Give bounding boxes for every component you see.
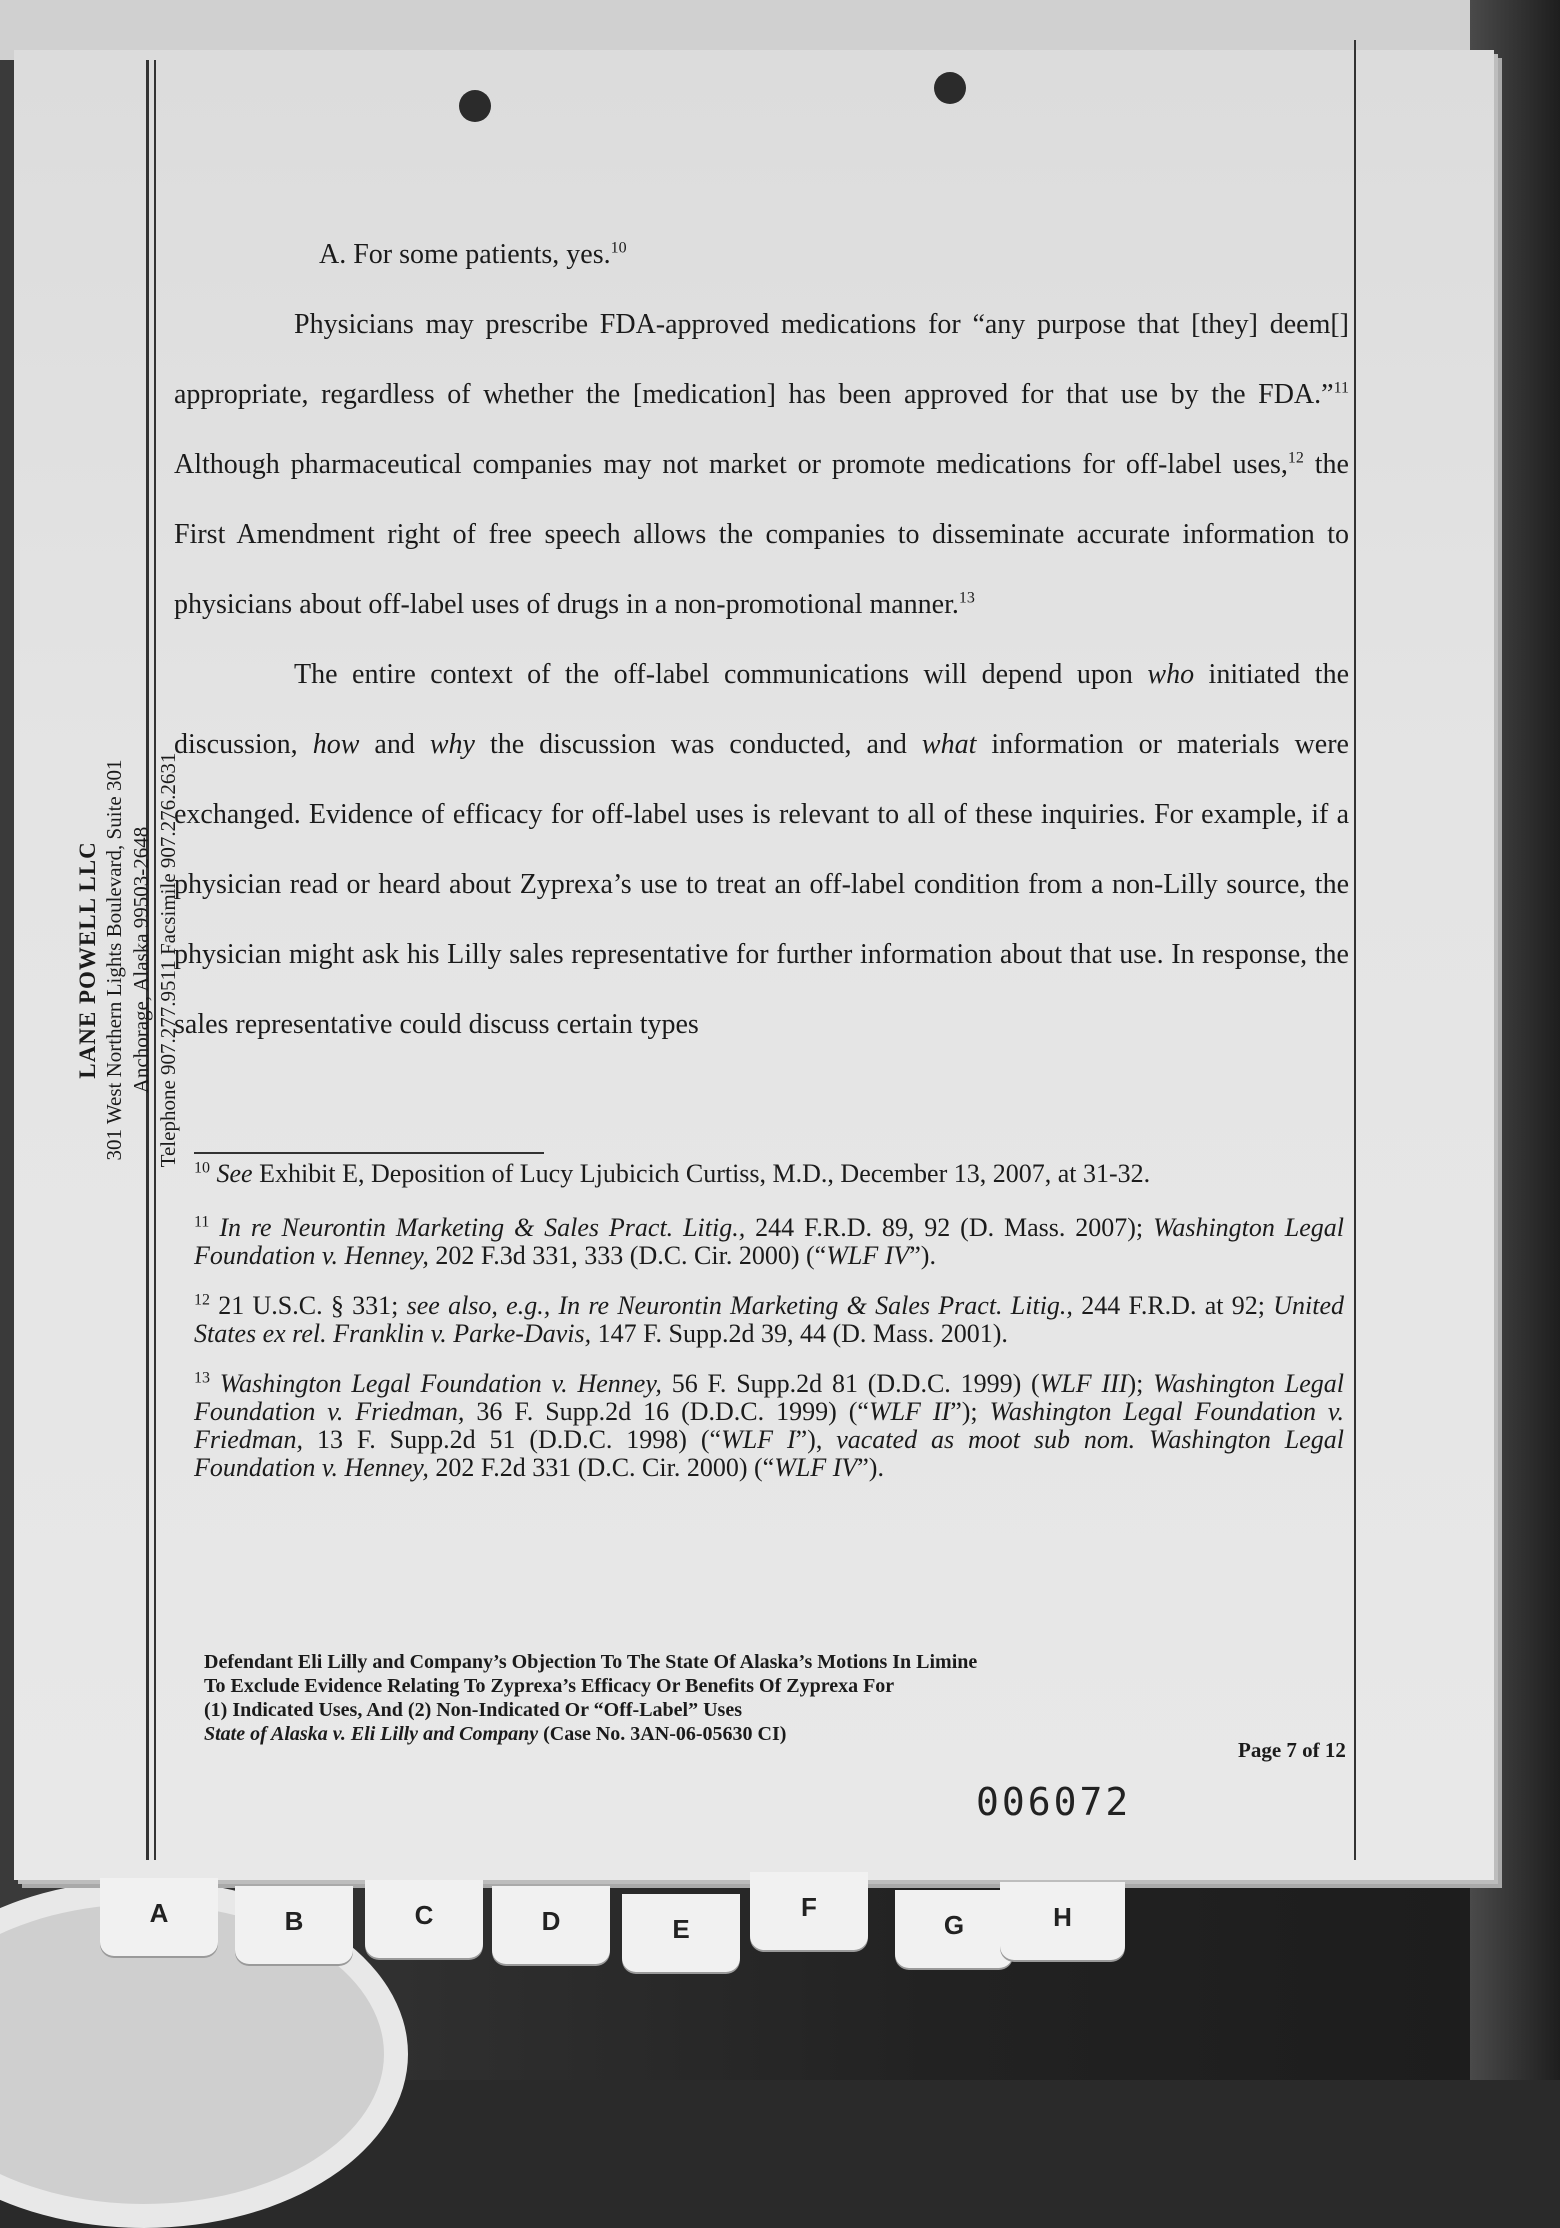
case-name: see also, e.g., In re Neurontin Marketing & Sales Pract. Litig., — [406, 1291, 1073, 1320]
tab-g[interactable]: G — [895, 1890, 1013, 1968]
footnote-number: 10 — [194, 1159, 210, 1177]
footnote-text: 21 U.S.C. § 331; — [210, 1291, 407, 1320]
footnote-number: 11 — [194, 1213, 210, 1231]
footnote-text: 244 F.R.D. 89, 92 (D. Mass. 2007); — [745, 1213, 1154, 1242]
body-text — [174, 220, 1349, 1060]
paragraph — [174, 640, 1349, 1060]
emphasis: what — [921, 729, 977, 760]
footnote-text: ”). — [909, 1241, 936, 1270]
tab-c[interactable]: C — [365, 1880, 483, 1958]
caption-line — [204, 1722, 1184, 1746]
footnote-text: ); — [1127, 1369, 1154, 1398]
footnote-text: Exhibit E, Deposition of Lucy Ljubicich Curtiss, M.D., December 13, 2007, at 31-32. — [252, 1159, 1151, 1188]
paragraph — [174, 290, 1349, 640]
footnote-ref[interactable]: 11 — [1333, 379, 1349, 397]
firm-address-line: Anchorage, Alaska 99503-2648 — [129, 826, 153, 1094]
firm-phone: Telephone 907.277.9511 Facsimile 907.276.2631 — [156, 752, 180, 1168]
footnote-text: 202 F.3d 331, 333 (D.C. Cir. 2000) (“ — [428, 1241, 827, 1270]
paragraph-text: the discussion was conducted, and — [474, 729, 922, 760]
case-name: United States ex rel. Franklin v. Parke-Davis, — [194, 1291, 1344, 1348]
footnote-text: 147 F. Supp.2d 39, 44 (D. Mass. 2001). — [591, 1319, 1008, 1348]
footnote — [194, 1160, 1344, 1188]
footnote-text: 13 F. Supp.2d 51 (D.D.C. 1998) (“ — [303, 1425, 722, 1454]
footnote — [194, 1292, 1344, 1348]
paragraph-text: Physicians may prescribe FDA-approved medications for “any purpose that [they] deem[] appropriate, regardless of whether the [medication] has been approved for that use by the FDA.” — [174, 309, 1349, 410]
case-short-name: WLF IV — [826, 1241, 910, 1270]
footnote-ref[interactable]: 13 — [958, 589, 975, 607]
footnote-ref[interactable]: 12 — [1287, 449, 1304, 467]
caption-line: (1) Indicated Uses, And (2) Non-Indicated Or “Off-Label” Uses — [204, 1699, 742, 1721]
firm-name: LANE POWELL LLC — [75, 841, 100, 1079]
emphasis: who — [1147, 659, 1195, 690]
punch-hole — [459, 90, 491, 122]
tab-h[interactable]: H — [1000, 1882, 1125, 1960]
document-caption — [204, 1650, 1184, 1746]
emphasis: See — [216, 1159, 253, 1188]
footnote-text: 202 F.2d 331 (D.C. Cir. 2000) (“ — [428, 1453, 775, 1482]
footnote-number: 12 — [194, 1291, 210, 1309]
footnote-text: 244 F.R.D. at 92; — [1072, 1291, 1274, 1320]
paragraph-text: the First Amendment right of free speech allows the companies to disseminate accurate information to physicians about off-label uses of drugs in a non-promotional manner. — [174, 449, 1349, 620]
tab-b[interactable]: B — [235, 1886, 353, 1964]
tab-a[interactable]: A — [100, 1878, 218, 1956]
tab-d[interactable]: D — [492, 1886, 610, 1964]
case-title: State of Alaska v. Eli Lilly and Company — [204, 1723, 539, 1745]
emphasis: why — [429, 729, 475, 760]
footnote-ref[interactable]: 10 — [610, 239, 627, 257]
paragraph-text: and — [359, 729, 430, 760]
paragraph-text: initiated the discussion, — [174, 659, 1349, 760]
footnote-text: ”), — [795, 1425, 837, 1454]
footnote — [194, 1370, 1344, 1482]
case-name: vacated as moot sub nom. Washington Legal Foundation v. Henney, — [194, 1425, 1344, 1482]
paragraph-text: Although pharmaceutical companies may not market or promote medications for off-label uses, — [174, 449, 1288, 480]
index-tabs — [0, 1872, 1560, 1962]
case-name: Washington Legal Foundation v. Henney, — [219, 1369, 662, 1398]
footnotes — [194, 1160, 1344, 1504]
case-short-name: WLF IV — [774, 1453, 858, 1482]
case-number: (Case No. 3AN-06-05630 CI) — [538, 1723, 787, 1745]
firm-sidebar — [74, 700, 182, 1220]
footnote-text: 36 F. Supp.2d 16 (D.D.C. 1999) (“ — [464, 1397, 869, 1426]
right-margin-rule — [1354, 40, 1356, 1860]
case-name: In re Neurontin Marketing & Sales Pract. Litig., — [219, 1213, 746, 1242]
document-page — [14, 50, 1494, 1880]
caption-line: To Exclude Evidence Relating To Zyprexa’s Efficacy Or Benefits Of Zyprexa For — [204, 1675, 895, 1697]
tab-e[interactable]: E — [622, 1894, 740, 1972]
footnote-text: ”); — [950, 1397, 990, 1426]
answer-paragraph — [174, 220, 1349, 290]
case-name: Washington Legal Foundation v. Friedman, — [194, 1369, 1345, 1426]
paragraph-text: The entire context of the off-label communications will depend upon — [294, 659, 1148, 690]
case-name: Washington Legal Foundation v. Henney, — [194, 1213, 1345, 1270]
footnote-text: 56 F. Supp.2d 81 (D.D.C. 1999) ( — [661, 1369, 1040, 1398]
bates-stamp: 006072 — [976, 1780, 1132, 1824]
page-number: Page 7 of 12 — [1238, 1738, 1346, 1762]
emphasis: how — [312, 729, 360, 760]
footnote-number: 13 — [194, 1369, 210, 1387]
case-short-name: WLF I — [721, 1425, 796, 1454]
caption-line: Defendant Eli Lilly and Company’s Objection To The State Of Alaska’s Motions In Limine — [204, 1651, 978, 1673]
case-name: Washington Legal Foundation v. Friedman, — [194, 1397, 1345, 1454]
footnote-text: ”). — [857, 1453, 884, 1482]
case-short-name: WLF II — [868, 1397, 951, 1426]
paragraph-text: information or materials were exchanged. Evidence of efficacy for off-label uses is relevant to all of these inquiries. For example, if a physician read or heard about Zyprexa’s use to treat an off-label condition from a non-Lilly source, the physician might ask his Lilly sales representative for further information about that use. In response, the sales representative could discuss certain types — [174, 729, 1349, 1040]
footnote-separator — [194, 1152, 544, 1154]
tab-f[interactable]: F — [750, 1872, 868, 1950]
punch-hole — [934, 72, 966, 104]
firm-address-line: 301 West Northern Lights Boulevard, Suite 301 — [102, 759, 126, 1161]
answer-text: A. For some patients, yes. — [319, 239, 611, 270]
case-short-name: WLF III — [1039, 1369, 1128, 1398]
footnote — [194, 1214, 1344, 1270]
